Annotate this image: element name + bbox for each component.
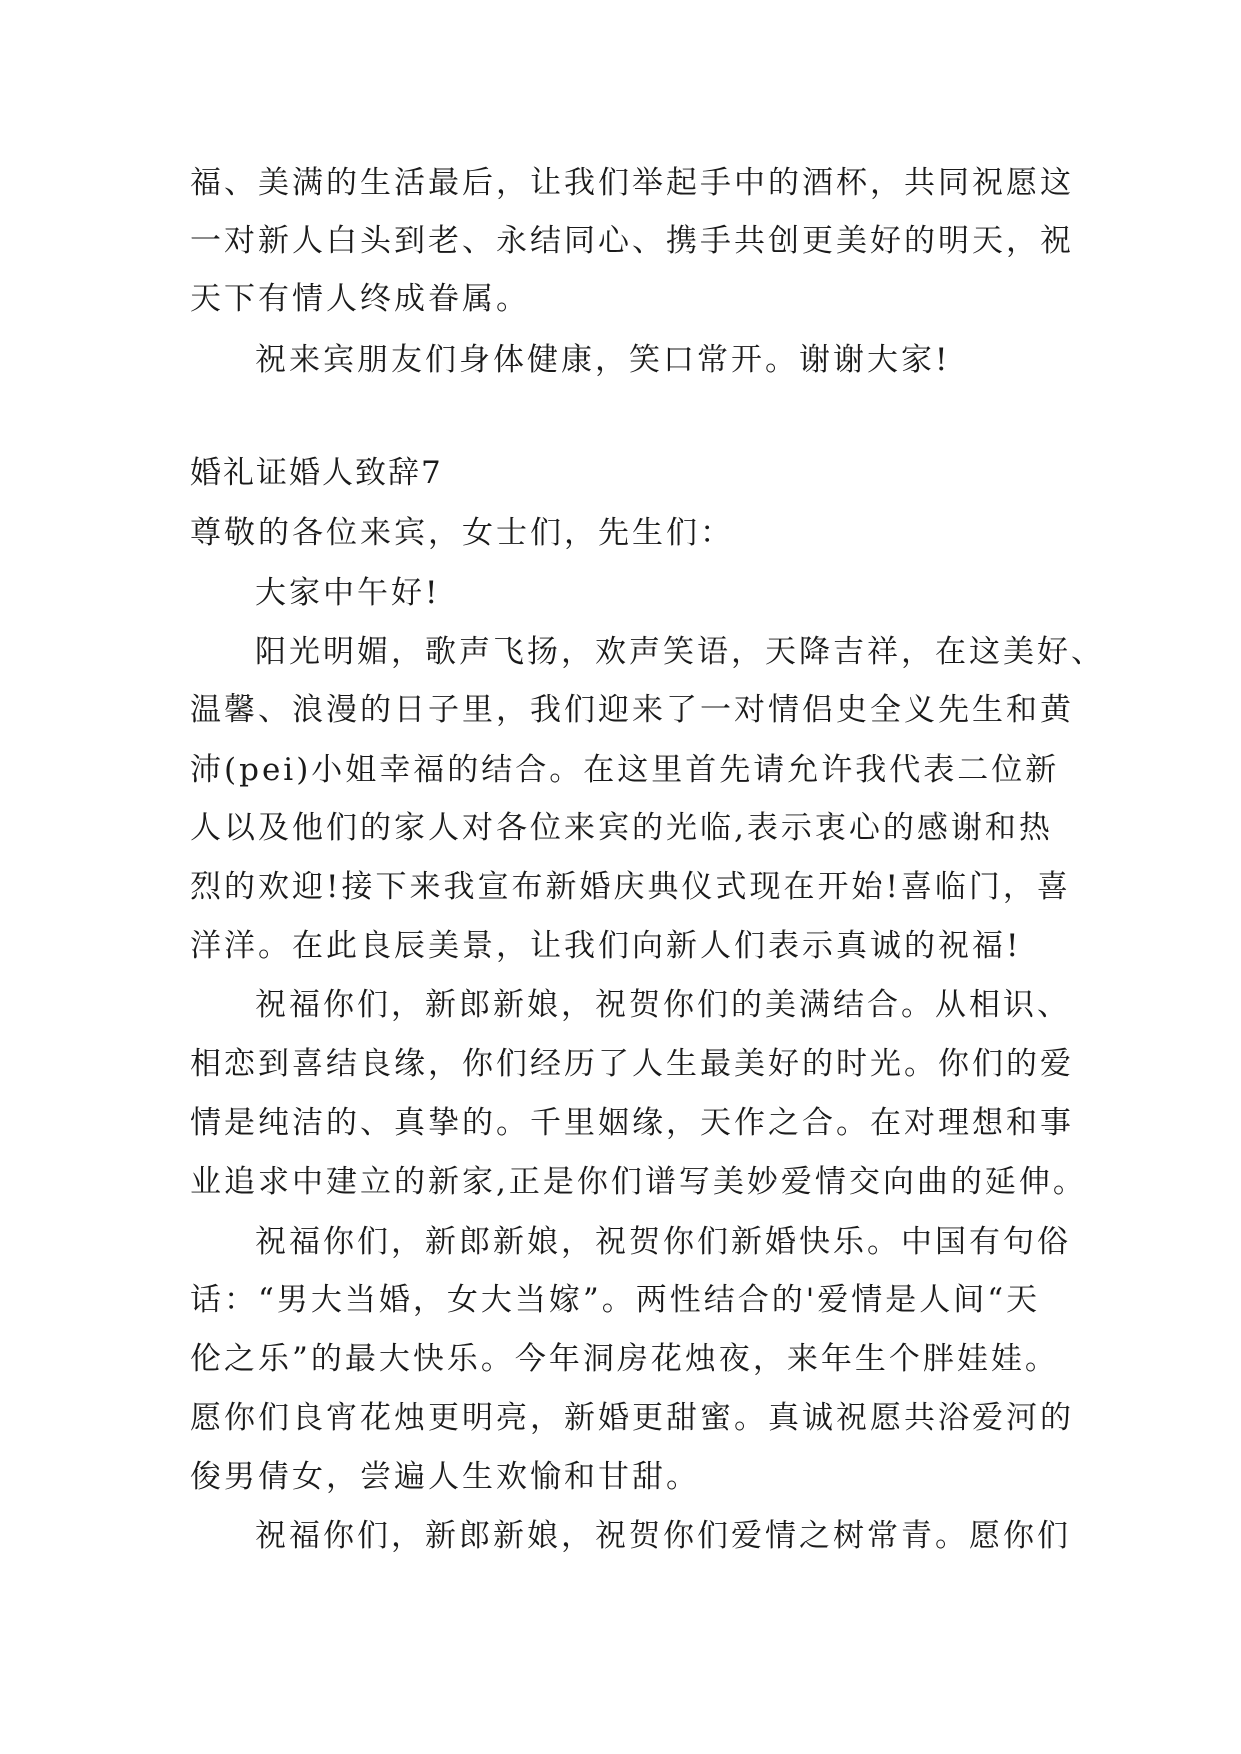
paragraph-line: 一对新人白头到老、永结同心、携手共创更美好的明天，祝 [190,223,1074,259]
paragraph-line: 人以及他们的家人对各位来宾的光临,表示衷心的感谢和热 [190,810,1053,846]
paragraph-line: 祝福你们，新郎新娘，祝贺你们的美满结合。从相识、 [255,987,1071,1023]
paragraph-line: 烈的欢迎!接下来我宣布新婚庆典仪式现在开始!喜临门，喜 [190,869,1071,905]
paragraph-line: 洋洋。在此良辰美景，让我们向新人们表示真诚的祝福! [190,928,1022,964]
paragraph-line: 祝福你们，新郎新娘，祝贺你们爱情之树常青。愿你们 [255,1518,1071,1554]
section-heading: 婚礼证婚人致辞7 [190,455,443,491]
paragraph-line: 话：“男大当婚，女大当嫁”。两性结合的'爱情是人间“天 [190,1282,1041,1318]
salutation: 尊敬的各位来宾，女士们，先生们： [190,515,734,551]
paragraph-line: 天下有情人终成眷属。 [190,281,530,317]
paragraph-line: 愿你们良宵花烛更明亮，新婚更甜蜜。真诚祝愿共浴爱河的 [190,1400,1074,1436]
paragraph-line: 温馨、浪漫的日子里，我们迎来了一对情侣史全义先生和黄 [190,692,1074,728]
paragraph-line: 沛(pei)小姐幸福的结合。在这里首先请允许我代表二位新 [190,752,1060,788]
paragraph-line: 相恋到喜结良缘，你们经历了人生最美好的时光。你们的爱 [190,1046,1074,1082]
greeting: 大家中午好! [255,575,441,611]
paragraph-line: 福、美满的生活最后，让我们举起手中的酒杯，共同祝愿这 [190,165,1074,201]
paragraph-line: 阳光明媚，歌声飞扬，欢声笑语，天降吉祥，在这美好、 [255,634,1105,670]
paragraph-line: 情是纯洁的、真挚的。千里姻缘，天作之合。在对理想和事 [190,1105,1074,1141]
paragraph-line: 业追求中建立的新家,正是你们谱写美妙爱情交向曲的延伸。 [190,1164,1087,1200]
paragraph-line: 俊男倩女，尝遍人生欢愉和甘甜。 [190,1459,700,1495]
paragraph-line: 伦之乐”的最大快乐。今年洞房花烛夜，来年生个胖娃娃。 [190,1341,1059,1377]
paragraph-line: 祝福你们，新郎新娘，祝贺你们新婚快乐。中国有句俗 [255,1224,1071,1260]
paragraph-line: 祝来宾朋友们身体健康，笑口常开。谢谢大家! [255,342,951,378]
